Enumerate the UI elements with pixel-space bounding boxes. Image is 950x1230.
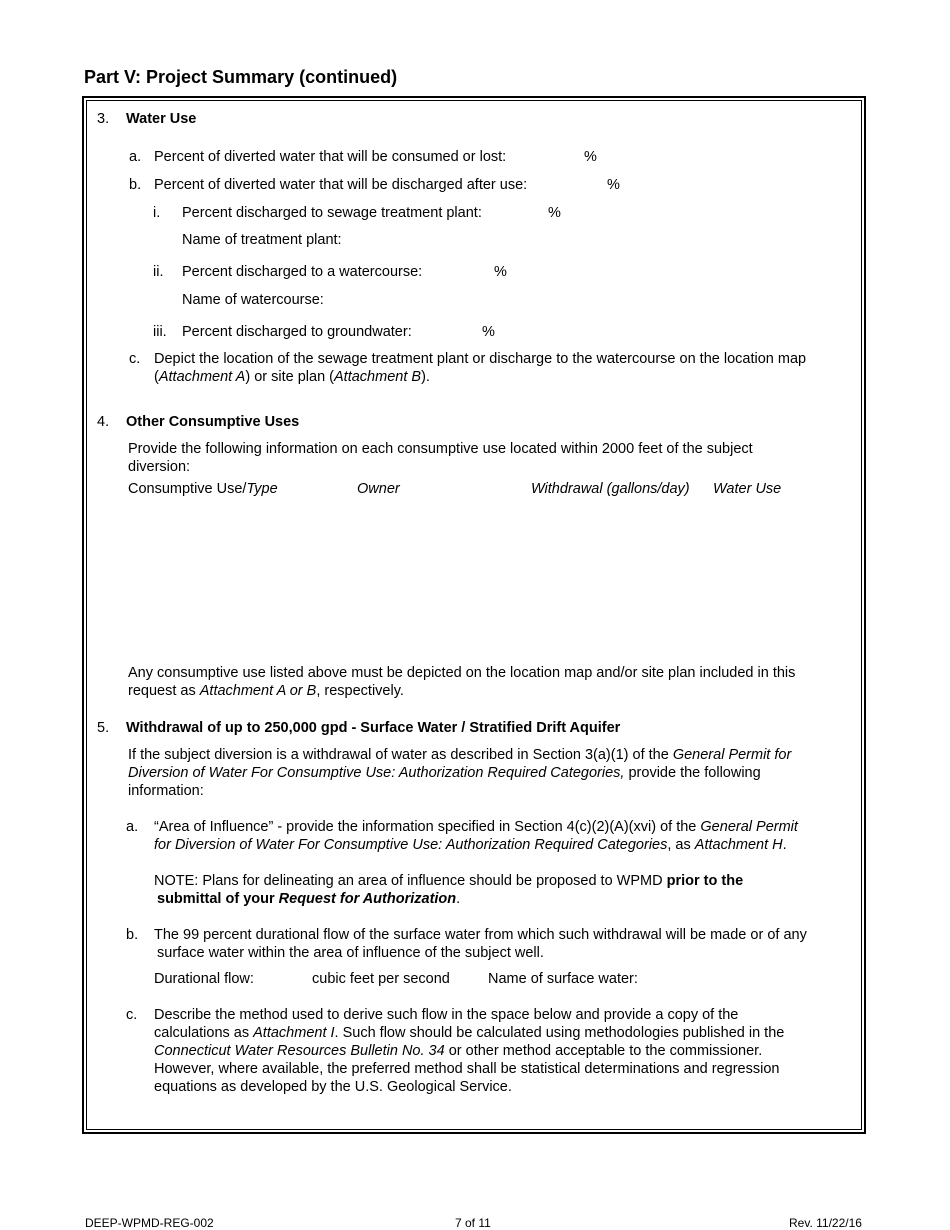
treatment-plant-name-field[interactable]: Name of treatment plant:: [182, 232, 342, 248]
section-5-heading: Withdrawal of up to 250,000 gpd - Surface Water / Stratified Drift Aquifer: [126, 720, 621, 736]
col-header-consumptive-use: [128, 480, 278, 498]
s5-a-permit-title-2: for Diversion of Water For Consumptive Use: Authorization Required Categories: [154, 837, 668, 853]
col-type-label: Type: [246, 481, 278, 497]
s3-a-label: Percent of diverted water that will be consumed or lost:: [154, 149, 507, 165]
s4-note-line2: [128, 682, 404, 700]
watercourse-name-field[interactable]: Name of watercourse:: [182, 292, 324, 308]
s4-note-pre: request as: [128, 683, 200, 699]
s5-c-line3-post: or other method acceptable to the commissioner.: [444, 1043, 763, 1059]
s5-b-line1: The 99 percent durational flow of the surface water from which such withdrawal will be made or of any: [154, 927, 807, 943]
s3-i-percent-field[interactable]: %: [548, 205, 561, 221]
section-4-number: 4.: [97, 414, 110, 430]
durational-flow-input[interactable]: [260, 966, 308, 986]
page-title: Part V: Project Summary (continued): [84, 67, 398, 87]
s5-a-pre: “Area of Influence” - provide the information specified in Section 4(c)(2)(A)(xvi) of the: [154, 819, 701, 835]
s5-note-line1: [154, 872, 743, 890]
s5-a-permit-title-1: General Permit: [700, 819, 798, 835]
durational-flow-unit: cubic feet per second: [312, 971, 450, 987]
durational-flow-label: Durational flow:: [154, 971, 254, 987]
s5-a-letter: a.: [126, 819, 139, 835]
s5-intro-pre: If the subject diversion is a withdrawal of water as described in Section 3(a)(1) of the: [128, 747, 673, 763]
s5-c-line4: However, where available, the preferred method shall be statistical determinations and regression: [154, 1061, 780, 1077]
s4-intro-line2: diversion:: [128, 459, 191, 475]
bulletin-34-ref: Connecticut Water Resources Bulletin No. 34: [154, 1043, 445, 1059]
s5-intro-line3: information:: [128, 783, 204, 799]
s3-iii-label: Percent discharged to groundwater:: [182, 324, 412, 340]
s3-b-percent-field[interactable]: %: [607, 177, 620, 193]
s3-c-text-line2: [154, 368, 430, 386]
s5-note-line2: [157, 890, 460, 908]
s3-b-letter: b.: [129, 177, 142, 193]
s5-note-bold-2: submittal of your: [157, 891, 279, 907]
footer-page-number: 7 of 11: [455, 1216, 491, 1230]
s5-intro-line2: [128, 764, 761, 782]
s5-note-end: .: [456, 891, 461, 907]
s3-c-close: ).: [421, 369, 430, 385]
s3-ii-percent-field[interactable]: %: [494, 264, 507, 280]
attachment-b-ref: Attachment B: [334, 369, 422, 385]
s5-note-pre: NOTE: Plans for delineating an area of influence should be proposed to WPMD: [154, 873, 667, 889]
s5-intro-permit-title-2: Diversion of Water For Consumptive Use: Authorization Required Categories,: [128, 765, 625, 781]
col-header-water-use: Water Use: [713, 481, 782, 497]
col-header-withdrawal: Withdrawal (gallons/day): [531, 481, 690, 497]
s3-ii-label: Percent discharged to a watercourse:: [182, 264, 423, 280]
s3-b-label: Percent of diverted water that will be discharged after use:: [154, 177, 528, 193]
s5-c-line5: equations as developed by the U.S. Geological Service.: [154, 1079, 512, 1095]
surface-water-name-field[interactable]: Name of surface water:: [488, 971, 638, 987]
s4-note-post: , respectively.: [316, 683, 404, 699]
s5-intro-permit-title-1: General Permit for: [672, 747, 792, 763]
s5-c-line1: Describe the method used to derive such flow in the space below and provide a copy of the: [154, 1007, 739, 1023]
s5-c-letter: c.: [126, 1007, 138, 1023]
section-4-heading: Other Consumptive Uses: [126, 414, 300, 430]
s3-ii-number: ii.: [153, 264, 164, 280]
s3-a-percent-field[interactable]: %: [584, 149, 597, 165]
s3-c-mid: ) or site plan (: [245, 369, 335, 385]
attachment-a-ref: Attachment A: [158, 369, 246, 385]
s3-i-label: Percent discharged to sewage treatment plant:: [182, 205, 482, 221]
s3-i-number: i.: [153, 205, 161, 221]
s5-intro-post: provide the following: [624, 765, 761, 781]
s3-a-letter: a.: [129, 149, 142, 165]
section-3-number: 3.: [97, 111, 110, 127]
s5-intro-line1: [128, 746, 791, 764]
s5-c-pre: calculations as: [154, 1025, 254, 1041]
attachment-a-or-b-ref: Attachment A or B: [199, 683, 317, 699]
col-consumptive-label: Consumptive Use/: [128, 481, 247, 497]
s5-c-line3: [154, 1042, 762, 1060]
s4-note-line1: Any consumptive use listed above must be depicted on the location map and/or site plan included in this: [128, 665, 796, 681]
s4-intro-line1: Provide the following information on each consumptive use located within 2000 feet of the subject: [128, 441, 753, 457]
section-5-number: 5.: [97, 720, 110, 736]
s3-c-letter: c.: [129, 351, 141, 367]
s5-c-post: . Such flow should be calculated using methodologies published in the: [334, 1025, 785, 1041]
footer-form-id: DEEP-WPMD-REG-002: [85, 1216, 214, 1230]
footer-revision: Rev. 11/22/16: [789, 1216, 862, 1230]
s5-a-end: .: [782, 837, 787, 853]
request-for-authorization-ref: Request for Authorization: [278, 891, 457, 907]
s5-b-letter: b.: [126, 927, 139, 943]
section-3-heading: Water Use: [126, 111, 197, 127]
s3-c-open: (: [154, 369, 159, 385]
s3-c-text-line1: Depict the location of the sewage treatment plant or discharge to the watercourse on the location map: [154, 351, 807, 367]
s3-iii-number: iii.: [153, 324, 167, 340]
s5-c-line2: [154, 1024, 784, 1042]
consumptive-uses-entry-area[interactable]: [128, 505, 828, 655]
col-header-owner: Owner: [357, 481, 400, 497]
s5-b-line2: surface water within the area of influence of the subject well.: [157, 945, 544, 961]
s5-note-bold-1: prior to the: [666, 873, 744, 889]
s3-iii-percent-field[interactable]: %: [482, 324, 495, 340]
s5-a-line2: [154, 836, 787, 854]
attachment-i-ref: Attachment I: [253, 1025, 335, 1041]
s5-a-mid: , as: [667, 837, 695, 853]
attachment-h-ref: Attachment H: [694, 837, 783, 853]
s5-a-line1: [154, 818, 798, 836]
